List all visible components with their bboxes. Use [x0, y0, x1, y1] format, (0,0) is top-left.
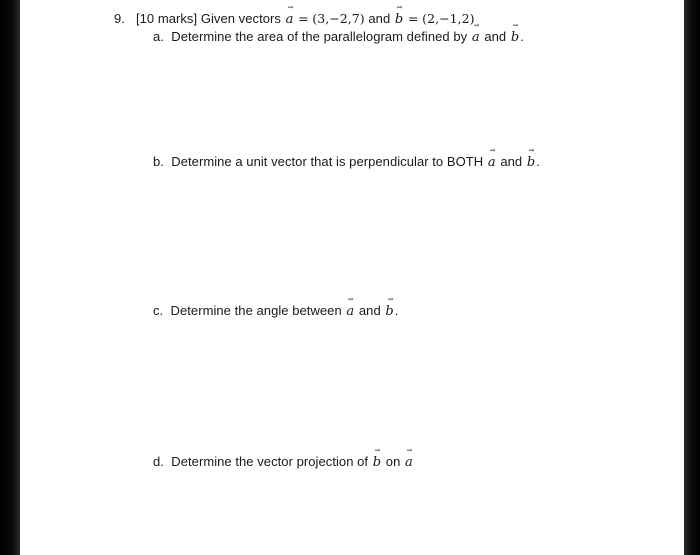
- part-d-vector-b: → b: [372, 455, 382, 471]
- vector-a-symbol: → a: [285, 12, 295, 28]
- part-c-period: .: [394, 303, 399, 318]
- part-c-vector-a: → a: [345, 304, 355, 320]
- vector-b-value: (2,−1,2): [422, 11, 475, 26]
- part-b-period: .: [536, 154, 540, 169]
- part-c-and: and: [358, 303, 381, 318]
- part-c-text: Determine the angle between: [170, 303, 342, 318]
- part-b-vector-b: → b: [526, 155, 536, 171]
- vector-a-value: (3,−2,7): [312, 11, 365, 26]
- part-c-label: c.: [153, 303, 164, 318]
- worksheet-page: [20, 0, 684, 555]
- equals-sign-b: =: [407, 11, 419, 26]
- part-d-label: d.: [153, 454, 164, 469]
- part-d-text: Determine the vector projection of: [171, 454, 369, 469]
- question-marks: [10 marks]: [135, 11, 198, 26]
- part-a-label: a.: [153, 29, 164, 44]
- part-b-vector-a: → a: [487, 155, 497, 171]
- question-number: 9.: [114, 11, 125, 26]
- part-b: [153, 154, 540, 171]
- part-a-and: and: [484, 29, 507, 44]
- part-a-text: Determine the area of the parallelogram defined by: [171, 29, 468, 44]
- equals-sign-a: =: [298, 11, 309, 26]
- part-d-on: on: [385, 454, 401, 469]
- part-a-vector-a: → a: [471, 30, 481, 46]
- stem-and-word: and: [368, 11, 391, 26]
- photo-left-edge: [0, 0, 20, 555]
- question-stem-text: Given vectors: [200, 11, 281, 26]
- part-d: [153, 454, 414, 471]
- part-b-text: Determine a unit vector that is perpendicular to BOTH: [171, 154, 484, 169]
- part-d-vector-a: → a: [404, 455, 414, 471]
- part-b-label: b.: [153, 154, 164, 169]
- part-a-vector-b: → b: [510, 30, 520, 46]
- part-a: [153, 29, 524, 46]
- part-c: [153, 303, 398, 320]
- photo-right-edge: [684, 0, 700, 555]
- part-a-period: .: [520, 29, 524, 44]
- question-stem: [114, 11, 475, 28]
- part-c-vector-b: → b: [384, 304, 394, 320]
- vector-b-symbol: → b: [394, 12, 404, 28]
- part-b-and: and: [500, 154, 523, 169]
